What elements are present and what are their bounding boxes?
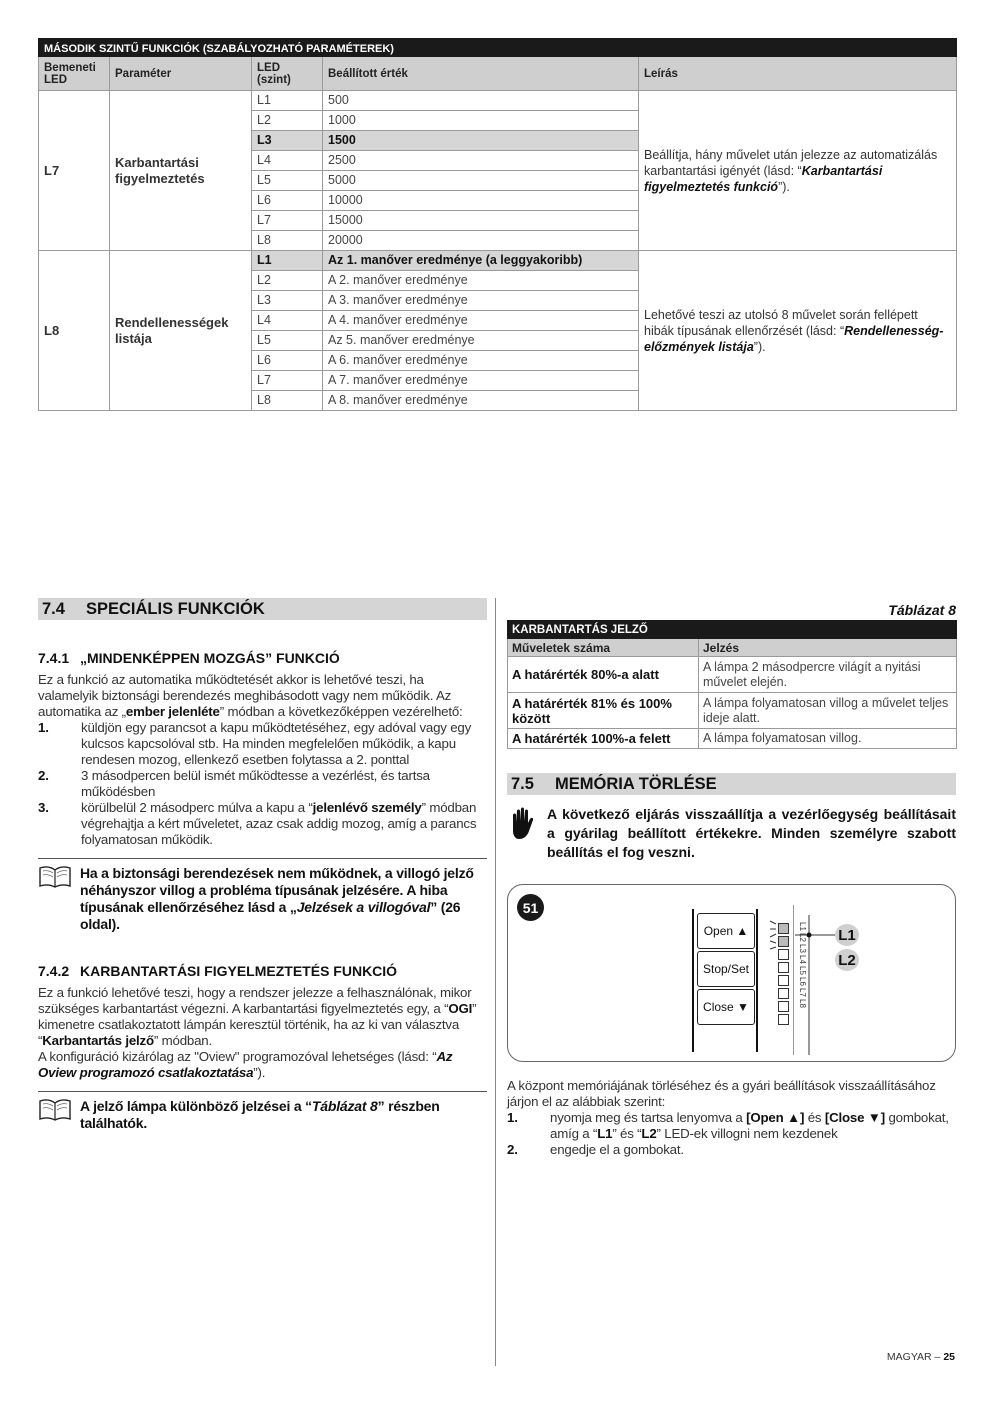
led-level-cell: L4 — [252, 311, 323, 331]
value-cell: 500 — [323, 91, 639, 111]
led-level-cell: L1 — [252, 251, 323, 271]
left-column — [38, 598, 487, 1132]
value-cell: Az 1. manőver eredménye (a leggyakoribb) — [323, 251, 639, 271]
callout-l2: L2 — [835, 949, 859, 971]
parameter-cell: Rendellenességek listája — [110, 251, 252, 411]
reset-steps-list — [507, 1110, 956, 1158]
table-row — [39, 251, 957, 271]
section-title: SPECIÁLIS FUNKCIÓK — [86, 599, 265, 618]
column-divider — [495, 598, 496, 1366]
col-header-description: Leírás — [639, 57, 957, 91]
reset-intro: A központ memóriájának törléséhez és a gyári beállítások visszaállításához járjon el az alábbiak szerint: — [507, 1078, 936, 1109]
subsection-title: KARBANTARTÁSI FIGYELMEZTETÉS FUNKCIÓ — [80, 963, 398, 979]
callout-l1: L1 — [835, 924, 859, 946]
col-header-value: Beállított érték — [323, 57, 639, 91]
value-cell: 1000 — [323, 111, 639, 131]
led-level-cell: L2 — [252, 111, 323, 131]
value-cell: A 6. manőver eredménye — [323, 351, 639, 371]
paragraph-742-a: Ez a funkció lehetővé teszi, hogy a rendszer jelezze a felhasználónak, mikor szükséges karbantartást végezni. A karbantartási figyelmeztetés egy, a “OGI” kimenetre csatlakoztatott lámpán keresztül történik, ha az ki van választva “Karbantartás jelző” módban. — [38, 985, 477, 1048]
led-level-cell: L7 — [252, 211, 323, 231]
led-level-cell: L5 — [252, 331, 323, 351]
value-cell: Az 5. manőver eredménye — [323, 331, 639, 351]
maintenance-indicator-table — [507, 620, 957, 749]
value-cell: 2500 — [323, 151, 639, 171]
section-number: 7.4 — [42, 599, 65, 618]
table-title: MÁSODIK SZINTŰ FUNKCIÓK (SZABÁLYOZHATÓ PARAMÉTEREK) — [39, 39, 957, 57]
book-icon — [38, 1098, 80, 1132]
value-cell: A 7. manőver eredménye — [323, 371, 639, 391]
note-741: Ha a biztonsági berendezések nem működnek, a villogó jelző néhányszor villog a probléma típusának jelzésére. A hiba típusának ellenőrzéséhez lásd a „Jelzések a villogóval” (26 oldal). — [38, 858, 487, 933]
description-cell: Lehetővé teszi az utolsó 8 művelet során fellépett hibák típusának ellenőrzését (lásd: “Rendellenesség-előzmények listája”). — [639, 251, 957, 411]
section-number: 7.5 — [511, 774, 534, 793]
table-title: KARBANTARTÁS JELZŐ — [508, 621, 957, 639]
led-level-cell: L8 — [252, 231, 323, 251]
led-level-cell: L3 — [252, 131, 323, 151]
col-header-signal: Jelzés — [699, 639, 957, 657]
table-row — [39, 91, 957, 111]
led-indicator — [778, 1014, 789, 1025]
led-indicator — [778, 988, 789, 999]
control-panel — [692, 909, 758, 1052]
led-level-cell: L1 — [252, 91, 323, 111]
value-cell: A 2. manőver eredménye — [323, 271, 639, 291]
warning-block: A következő eljárás visszaállítja a vezérlőegység beállításait a gyárilag beállított értékekre. Minden személyre szabott beállítás el fog veszni. — [507, 805, 956, 862]
led-level-cell: L2 — [252, 271, 323, 291]
led-indicator — [778, 1001, 789, 1012]
list-item: 2. engedje el a gombokat. — [507, 1142, 684, 1157]
page-number: 25 — [943, 1351, 955, 1363]
steps-list-741 — [38, 720, 487, 848]
value-cell: 1500 — [323, 131, 639, 151]
subsection-title: „MINDENKÉPPEN MOZGÁS” FUNKCIÓ — [80, 650, 340, 666]
input-led-cell: L8 — [39, 251, 110, 411]
led-level-cell: L5 — [252, 171, 323, 191]
led-labels: L1L2L3L4L5L6L7L8 — [798, 922, 807, 1008]
subsection-7-4-2-heading — [38, 963, 487, 979]
hand-stop-icon — [507, 805, 547, 862]
col-header-led-level: LED (szint) — [252, 57, 323, 91]
note-742: A jelző lámpa különböző jelzései a “Táblázat 8” részben találhatók. — [38, 1091, 487, 1132]
close-button[interactable]: Close ▼ — [697, 989, 755, 1025]
footer-language: MAGYAR – — [886, 1351, 944, 1363]
subsection-7-4-1-heading — [38, 650, 487, 666]
parameter-cell: Karbantartási figyelmeztetés — [110, 91, 252, 251]
table-caption: Táblázat 8 — [888, 602, 956, 618]
table-row: A határérték 100%-a felett A lámpa folyamatosan villog. — [508, 729, 957, 749]
page-footer — [887, 1351, 955, 1363]
col-header-operations: Műveletek száma — [508, 639, 699, 657]
led-level-cell: L6 — [252, 351, 323, 371]
paragraph-742-b: A konfiguráció kizárólag az "Oview" programozóval lehetséges (lásd: “Az Oview programozó csatlakoztatása”). — [38, 1049, 453, 1080]
figure-51 — [507, 884, 956, 1062]
col-header-input-led: Bemeneti LED — [39, 57, 110, 91]
section-7-5-heading — [507, 773, 956, 795]
value-cell: 15000 — [323, 211, 639, 231]
description-cell: Beállítja, hány művelet után jelezze az automatizálás karbantartási igényét (lásd: “Karbantartási figyelmeztetés funkció”). — [639, 91, 957, 251]
stop-set-button[interactable]: Stop/Set — [697, 951, 755, 987]
led-level-cell: L8 — [252, 391, 323, 411]
led-level-cell: L6 — [252, 191, 323, 211]
value-cell: A 8. manőver eredménye — [323, 391, 639, 411]
value-cell: 5000 — [323, 171, 639, 191]
list-item: 1. küldjön egy parancsot a kapu működtetéséhez, egy adóval vagy egy kulcsos kapcsolóval stb. Ha minden megfelelően működik, a kapu rendesen mozog, ellenkező esetben folytassa a 2. ponttal — [38, 720, 472, 767]
book-icon — [38, 865, 80, 933]
value-cell: A 3. manőver eredménye — [323, 291, 639, 311]
subsection-number: 7.4.1 — [38, 650, 70, 666]
subsection-number: 7.4.2 — [38, 963, 70, 979]
list-item: 1. nyomja meg és tartsa lenyomva a [Open ▲] és [Close ▼] gombokat, amíg a “L1” és “L2” LED-ek villogni nem kezdenek — [507, 1110, 949, 1141]
led-indicator — [778, 962, 789, 973]
value-cell: 10000 — [323, 191, 639, 211]
paragraph-741: Ez a funkció az automatika működtetését akkor is lehetővé teszi, ha valamelyik biztonsági berendezés meghibásodott vagy nem működik. Az automatika az „ember jelenléte” módban a következőképpen vezérelhető: — [38, 672, 463, 719]
section-title: MEMÓRIA TÖRLÉSE — [555, 774, 717, 793]
table-row: A határérték 81% és 100% között A lámpa folyamatosan villog a művelet teljes ideje alatt. — [508, 693, 957, 729]
table-row: A határérték 80%-a alatt A lámpa 2 másodpercre világít a nyitási művelet elején. — [508, 657, 957, 693]
open-button[interactable]: Open ▲ — [697, 913, 755, 949]
value-cell: 20000 — [323, 231, 639, 251]
input-led-cell: L7 — [39, 91, 110, 251]
figure-number: 51 — [517, 894, 544, 921]
col-header-parameter: Paraméter — [110, 57, 252, 91]
led-indicator — [778, 975, 789, 986]
second-level-functions-table — [38, 38, 957, 411]
led-level-cell: L3 — [252, 291, 323, 311]
right-column — [507, 598, 956, 1158]
list-item: 3. körülbelül 2 másodperc múlva a kapu a “jelenlévő személy” módban végrehajtja a kért műveletet, azaz csak addig mozog, amíg a parancs folyamatosan működik. — [38, 800, 477, 847]
led-level-cell: L4 — [252, 151, 323, 171]
led-level-cell: L7 — [252, 371, 323, 391]
value-cell: A 4. manőver eredménye — [323, 311, 639, 331]
section-7-4-heading — [38, 598, 487, 620]
list-item: 2. 3 másodpercen belül ismét működtesse a vezérlést, és tartsa működésben — [38, 768, 430, 799]
